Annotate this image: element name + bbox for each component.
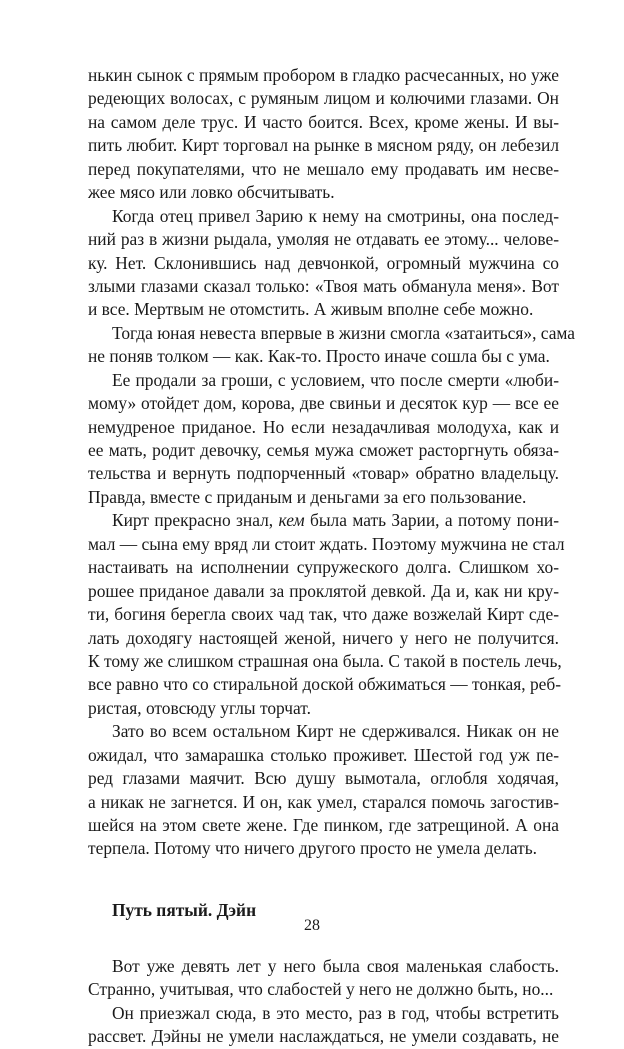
paragraph-6 — [88, 720, 559, 861]
text-line: мому» отойдет дом, корова, две свиньи и десяток кур — все ее — [88, 393, 559, 414]
text-line: мал — сына ему вряд ли стоит ждать. Поэтому мужчина не стал — [88, 533, 565, 554]
page-number: 28 — [304, 917, 320, 934]
text-line: Тогда юная невеста впервые в жизни смогла «затаиться», сама — [112, 322, 576, 343]
text-line: шейся на этом свете жене. Где пинком, где затрещиной. А она — [88, 815, 559, 835]
text-line: рошее приданое давали за проклятой девкой. Да и, как ни кру- — [88, 580, 559, 601]
text-line: ку. Нет. Склонившись над девчонкой, огромный мужчина со — [88, 252, 559, 273]
paragraph-1 — [88, 64, 559, 205]
paragraph-2 — [88, 205, 559, 322]
page-body — [88, 64, 576, 1049]
paragraph-7 — [88, 955, 559, 1002]
text-line: терпела. Потому что ничего другого просто не умела делать. — [88, 838, 538, 859]
section-spacer — [88, 861, 559, 897]
text-line: нькин сынок с прямым пробором в гладко расчесанных, но уже — [88, 65, 559, 85]
text-line: на самом деле трус. И часто боится. Всех, кроме жены. И вы- — [88, 111, 559, 132]
text-line: ред глазами маячит. Всю душу вымотала, оглобля ходячая, — [88, 768, 559, 789]
text-line: К тому же слишком страшная она была. С такой в постель лечь, — [88, 650, 562, 671]
paragraph-5 — [88, 509, 565, 720]
section-heading: Путь пятый. Дэйн — [112, 899, 257, 920]
text-line: тельства и вернуть подпорченный «товар» обратно владельцу. — [88, 463, 559, 484]
text-line: Зато во всем остальном Кирт не сдерживался. Никак он не — [112, 721, 559, 742]
paragraph-4 — [88, 369, 559, 510]
text-line: не поняв толком — как. Как-то. Просто иначе сошла бы с ума. — [88, 346, 550, 367]
text-after-heading — [88, 955, 559, 1049]
text-line: Когда отец привел Зарию к нему на смотрины, она послед- — [112, 205, 559, 226]
text-line: пить любит. Кирт торговал на рынке в мясном ряду, он лебезил — [88, 135, 559, 156]
text-line: ее мать, родит девочку, семья мужа сможет расторгнуть обяза- — [88, 440, 559, 460]
text-line: настаивать на исполнении супружеского долга. Слишком хо- — [88, 557, 559, 578]
text-line: перед покупателями, что не мешало ему продавать им несве- — [88, 158, 559, 179]
text-line: и все. Мертвым не отомстить. А живым вполне себе можно. — [88, 299, 534, 320]
text-line: жее мясо или ловко обсчитывать. — [88, 182, 335, 203]
text-line: все равно что со стиральной доской обжиматься — тонкая, реб- — [88, 674, 562, 695]
text-line: злыми глазами сказал только: «Твоя мать обманула меня». Вот — [88, 275, 559, 296]
text-line: ожидал, что замарашка столько проживет. Шестой год уж пе- — [88, 744, 559, 765]
paragraph-8 — [88, 1002, 559, 1049]
text-line: рассвет. Дэйны не умели наслаждаться, не умели создавать, не — [88, 1026, 559, 1047]
text-before-heading — [88, 64, 576, 861]
text-line: а никак не загнется. И он, как умел, старался помочь загостив- — [88, 791, 559, 812]
text-line: Странно, учитывая, что слабостей у него не должно быть, но... — [88, 979, 554, 1000]
text-line: Правда, вместе с приданым и деньгами за его пользование. — [88, 486, 527, 507]
text-line: ний раз в жизни рыдала, умоляя не отдавать ее этому... челове- — [88, 229, 559, 250]
emphasized-word: кем — [278, 510, 305, 531]
text-line: Вот уже девять лет у него была своя маленькая слабость. — [112, 955, 559, 976]
text-line: лать доходягу настоящей женой, ничего у него не получится. — [88, 627, 559, 648]
paragraph-3 — [88, 322, 576, 369]
text-line: Он приезжал сюда, в это место, раз в год, чтобы встретить — [112, 1002, 559, 1023]
text-line: редеющих волосах, с румяным лицом и колючими глазами. Он — [88, 88, 559, 109]
text-line: немудреное приданое. Но если незадачливая молодуха, как и — [88, 416, 559, 437]
text-line: ристая, отовсюду углы торчат. — [88, 697, 311, 718]
text-line: ти, богиня берегла своих чад так, что даже возжелай Кирт сде- — [88, 604, 559, 625]
text-line: Ее продали за гроши, с условием, что после смерти «люби- — [112, 369, 559, 390]
text-line-with-emphasis: Кирт прекрасно знал, кем была мать Зарии, а потому пони- — [112, 510, 559, 531]
